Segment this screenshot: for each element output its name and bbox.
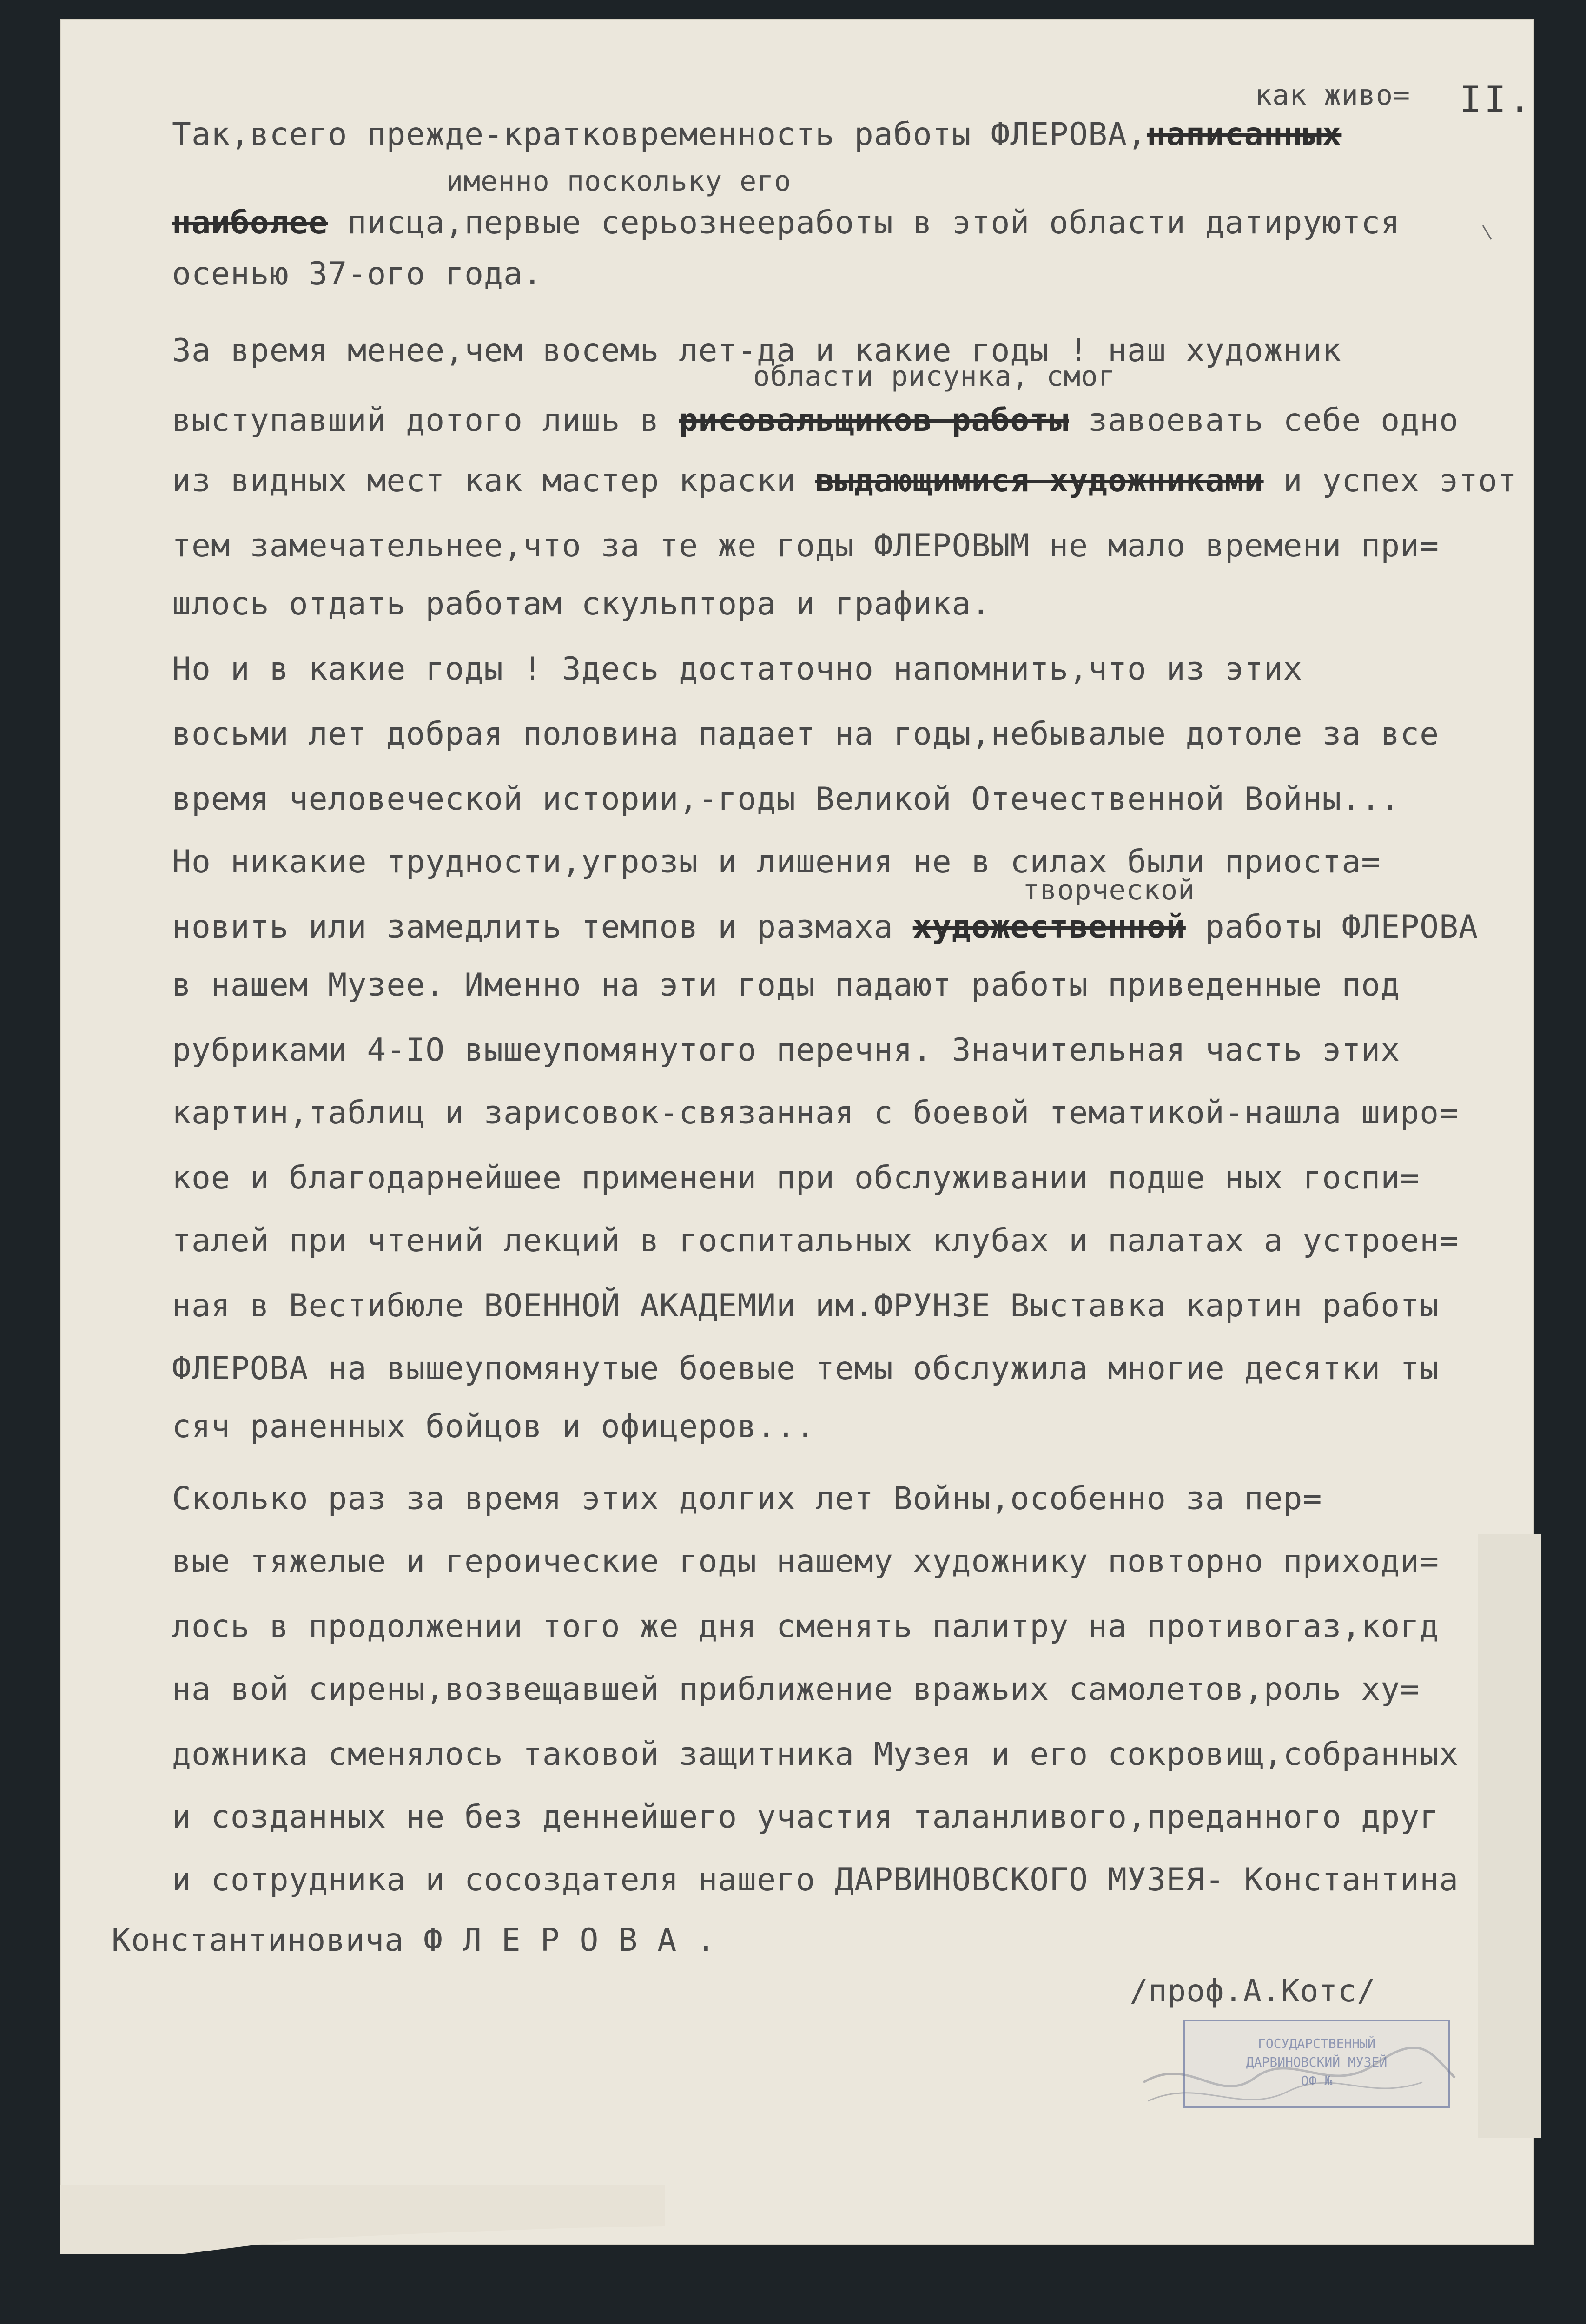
- text-line: Сколько раз за время этих долгих лет Войны,особенно за пер=: [172, 1480, 1322, 1517]
- struck-text: рисовальщиков работы: [679, 402, 1069, 439]
- text-line: осенью 37-ого года.: [172, 256, 542, 292]
- text-line: [172, 909, 1520, 945]
- text-line: кое и благодарнейшее применени при обслуживании подше ных госпи=: [172, 1160, 1420, 1196]
- text-line: талей при чтений лекций в госпитальных клубах и палатах а устроен=: [172, 1222, 1459, 1259]
- text-line: [172, 462, 1520, 499]
- text-line: и сотрудника и сосоздателя нашего ДАРВИНОВСКОГО МУЗЕЯ- Константина: [172, 1862, 1459, 1898]
- text-line: в нашем Музее. Именно на эти годы падают работы приведенные под: [172, 967, 1401, 1004]
- text-line: и созданных не без деннейшего участия таланливого,преданного друг: [172, 1799, 1440, 1835]
- stamp-line: ОФ №: [1301, 2073, 1333, 2088]
- line-text: новить или замедлить темпов и размаха: [172, 909, 913, 945]
- line-text: выступавший дотого лишь в: [172, 402, 679, 439]
- text-line: [172, 205, 1520, 241]
- text-line: [172, 402, 1520, 439]
- line-text: и успех этот: [1263, 462, 1517, 499]
- text-line: Но и в какие годы ! Здесь достаточно напомнить,что из этих: [172, 651, 1303, 687]
- text-line: дожника сменялось таковой защитника Музея и его сокровищ,собранных: [172, 1736, 1459, 1773]
- struck-text: наиболее: [172, 205, 328, 241]
- line-text: из видных мест как мастер краски: [172, 462, 816, 499]
- struck-text: написанных: [1146, 116, 1342, 153]
- text-line: восьми лет добрая половина падает на годы,небывалые дотоле за все: [172, 716, 1440, 753]
- text-line: ФЛЕРОВА на вышеупомянутые боевые темы обслужила многие десятки ты: [172, 1350, 1440, 1387]
- text-line: на вой сирены,возвещавшей приближение вражьих самолетов,роль ху=: [172, 1671, 1420, 1708]
- line-text: Так,всего прежде-кратковременность работы ФЛЕРОВА,: [172, 116, 1147, 153]
- text-line: За время менее,чем восемь лет-да и какие годы ! наш художник: [172, 332, 1342, 369]
- line-text: писца,первые серьознееработы в этой области датируются: [328, 205, 1401, 241]
- museum-stamp: [1183, 2020, 1450, 2108]
- text-line: рубриками 4-IO вышеупомянутого перечня. Значительная часть этих: [172, 1032, 1401, 1069]
- text-line: шлось отдать работам скульптора и графика.: [172, 586, 991, 622]
- text-line: лось в продолжении того же дня сменять палитру на противогаз,когд: [172, 1608, 1440, 1645]
- text-line: Но никакие трудности,угрозы и лишения не в силах были приоста=: [172, 844, 1381, 880]
- insertion-line5: области рисунка, смог: [753, 360, 1116, 393]
- text-line: [172, 116, 1520, 153]
- insertion-line13: творческой: [1023, 874, 1196, 906]
- signature: /проф.А.Котс/: [1130, 1973, 1376, 2009]
- insertion-line1: как живо=: [1255, 79, 1411, 112]
- text-line: ная в Вестибюле ВОЕННОЙ АКАДЕМИи им.ФРУНЗЕ Выставка картин работы: [172, 1287, 1440, 1324]
- text-line: сяч раненных бойцов и офицеров...: [172, 1408, 816, 1445]
- text-line: тем замечательнее,что за те же годы ФЛЕРОВЫМ не мало времени при=: [172, 528, 1440, 564]
- line-text: завоевать себе одно: [1069, 402, 1459, 439]
- insertion-line2: именно поскольку его: [446, 165, 792, 198]
- text-line: картин,таблиц и зарисовок-связанная с боевой тематикой-нашла широ=: [172, 1095, 1459, 1131]
- page-number: II.: [1460, 79, 1533, 121]
- text-line: Константиновича Ф Л Е Р О В А .: [112, 1922, 716, 1959]
- line-text: работы ФЛЕРОВА: [1185, 909, 1478, 945]
- text-line: время человеческой истории,-годы Великой Отечественной Войны...: [172, 781, 1401, 818]
- stamp-line: ГОСУДАРСТВЕННЫЙ: [1258, 2036, 1375, 2051]
- struck-text: выдающимися художниками: [815, 462, 1264, 499]
- pen-mark-icon: [1478, 223, 1497, 242]
- struck-text: художественной: [912, 909, 1186, 945]
- stamp-line: ДАРВИНОВСКИЙ МУЗЕЙ: [1246, 2054, 1388, 2070]
- text-line: вые тяжелые и героические годы нашему художнику повторно приходи=: [172, 1543, 1440, 1580]
